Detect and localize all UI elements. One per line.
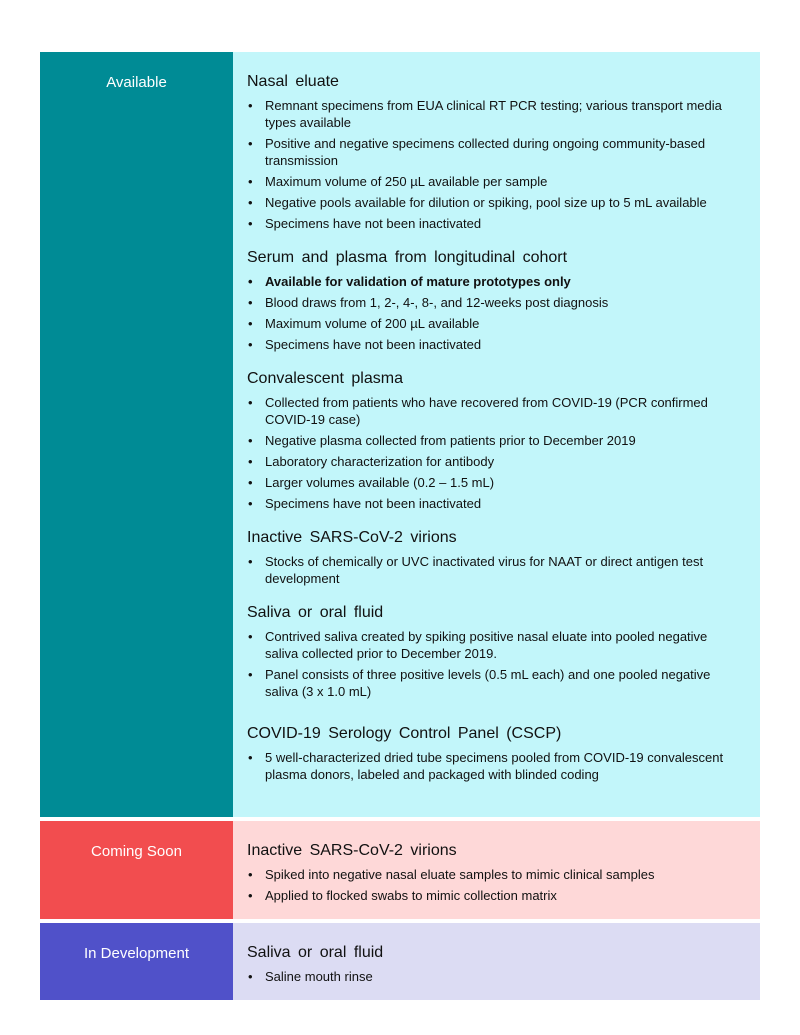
- available-content: [233, 52, 760, 817]
- list-item: • Applied to flocked swabs to mimic collection matrix: [247, 887, 740, 904]
- list-item: • Contrived saliva created by spiking positive nasal eluate into pooled negative saliva collected prior to December 2019.: [247, 628, 740, 662]
- bullet-list: [247, 97, 740, 232]
- section-title: Saliva or oral fluid: [247, 604, 384, 621]
- in-development-content: [233, 923, 760, 1000]
- list-item: • Panel consists of three positive levels (0.5 mL each) and one pooled negative saliva (3 x 1.0 mL): [247, 666, 740, 700]
- list-item: • Specimens have not been inactivated: [247, 495, 740, 512]
- in-development-label: In Development: [40, 923, 233, 1000]
- section-title: Saliva or oral fluid: [247, 944, 384, 961]
- available-band: [40, 52, 760, 817]
- list-item: • Maximum volume of 250 µL available per sample: [247, 173, 740, 190]
- section-title: Serum and plasma from longitudinal cohort: [247, 249, 568, 266]
- bullet-list: [247, 553, 740, 587]
- inactive-virions-section: [247, 841, 740, 904]
- available-label: Available: [40, 52, 233, 817]
- list-item: • Collected from patients who have recovered from COVID-19 (PCR confirmed COVID-19 case): [247, 394, 740, 428]
- coming-soon-label: Coming Soon: [40, 821, 233, 919]
- list-item: • Maximum volume of 200 µL available: [247, 315, 740, 332]
- list-item: • Negative plasma collected from patients prior to December 2019: [247, 432, 740, 449]
- section-title: COVID-19 Serology Control Panel (CSCP): [247, 725, 562, 742]
- bullet-list: [247, 273, 740, 353]
- bullet-list: [247, 394, 740, 512]
- cscp-section: [247, 724, 740, 783]
- convalescent-plasma-section: [247, 369, 740, 512]
- in-development-band: [40, 923, 760, 1000]
- list-item: • Remnant specimens from EUA clinical RT PCR testing; various transport media types available: [247, 97, 740, 131]
- bullet-list: [247, 968, 740, 985]
- section-title: Inactive SARS-CoV-2 virions: [247, 529, 457, 546]
- bullet-list: [247, 749, 740, 783]
- bullet-list: [247, 628, 740, 700]
- bullet-list: [247, 866, 740, 904]
- list-item: • Available for validation of mature prototypes only: [247, 273, 740, 290]
- list-item: • Blood draws from 1, 2-, 4-, 8-, and 12-weeks post diagnosis: [247, 294, 740, 311]
- section-title: Convalescent plasma: [247, 370, 403, 387]
- list-item: • Specimens have not been inactivated: [247, 336, 740, 353]
- list-item: • Laboratory characterization for antibody: [247, 453, 740, 470]
- list-item: • 5 well-characterized dried tube specimens pooled from COVID-19 convalescent plasma donors, labeled and packaged with blinded coding: [247, 749, 740, 783]
- list-item: • Spiked into negative nasal eluate samples to mimic clinical samples: [247, 866, 740, 883]
- serum-plasma-section: [247, 248, 740, 353]
- list-item: • Larger volumes available (0.2 – 1.5 mL): [247, 474, 740, 491]
- list-item: • Specimens have not been inactivated: [247, 215, 740, 232]
- saliva-section: [247, 943, 740, 985]
- list-item: • Negative pools available for dilution or spiking, pool size up to 5 mL available: [247, 194, 740, 211]
- section-title: Inactive SARS-CoV-2 virions: [247, 842, 457, 859]
- list-item: • Saline mouth rinse: [247, 968, 740, 985]
- nasal-eluate-section: [247, 72, 740, 232]
- list-item: • Positive and negative specimens collected during ongoing community-based transmission: [247, 135, 740, 169]
- coming-soon-band: [40, 821, 760, 919]
- saliva-section: [247, 603, 740, 700]
- section-title: Nasal eluate: [247, 73, 339, 90]
- list-item: • Stocks of chemically or UVC inactivated virus for NAAT or direct antigen test development: [247, 553, 740, 587]
- inactive-virions-section: [247, 528, 740, 587]
- coming-soon-content: [233, 821, 760, 919]
